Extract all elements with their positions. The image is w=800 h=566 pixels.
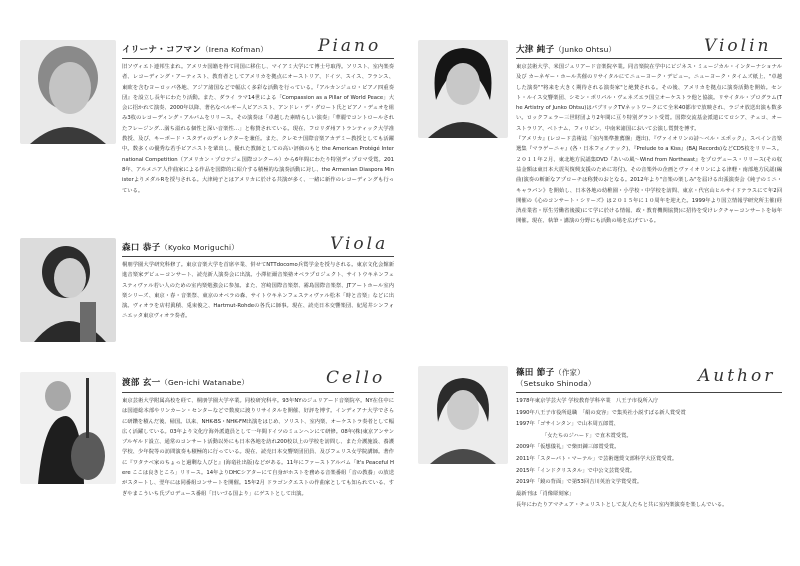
watanabe-rule [122, 392, 394, 393]
shinoda-roman: （Setsuko Shinoda） [516, 379, 596, 388]
moriguchi-name-ja: 森口 恭子 [122, 243, 161, 253]
kofman-rule [122, 58, 394, 59]
kofman-portrait [20, 40, 116, 144]
shinoda-work-line: 1978年東京学芸大学 学校教育学科卒業 八王子市役所入庁 [516, 398, 659, 404]
moriguchi-rule [122, 256, 394, 257]
ohtsu-bio-paragraph-2: 『アメリカ』(レコード芸術誌「室内楽準推薦盤」選出)、『ヴァイオリンの詩〜ベル・エポック』、スペイン音楽選集『マラゲーニャ』(各・日本フォノテック)、『Prelude to a Kiss』(BAJ Records)などCD5枚をリリース。２０１１年２月、東北地方民謡集DVD『あいの風〜Wind from Northeast』をプロデュース・リリース(その収益金額は東日本大震災復興支援のために寄付)。その音楽外の企画とヴァイオリンによる津軽・南部地方民謡(編曲)演奏の斬新なアプローチは称賛のおとなる。2012年より"音楽の楽しみ"を届ける出張演奏会《純子のミニ・キャラバン》を開始し、日本各地の幼稚園・小学校・中学校を訪問、東京・代官山ヒルサイドテラスにて年2回開催の《心のコンサート・シリーズ》は２０１５年に１０周年を迎えた。1999年より国立情報学研究所主催(経済産業省・厚生労働省後援)にて学に於ける情報、政・教育機関協賛)に招待を受けレクチャーコンサートを毎年開催。現在、執筆・講演の分野にも活動の場を広げている。 [516, 136, 782, 225]
ohtsu-name [516, 43, 616, 55]
shinoda-role: （作家） [554, 368, 585, 377]
kofman-instrument: Piano [318, 36, 382, 56]
ohtsu-bio [516, 62, 782, 312]
moriguchi-bio: 桐朋学園大学研究科修了。東京音楽大学を首席卒業、併せてNTTdocomo兵賞学金を授与される。東京文化会館新進音楽家デビューコンサート、読売新人演奏会に出演。小澤征爾音楽塾オペラプロジェクト、サイトウキネンフェスティヴァル若い人のための室内楽勉強会に参加。また、宮崎国際音楽祭、霧島国際音楽祭、JTアートホール室内楽シリーズ、東京・春・音楽祭、東京のオペラの森、サイトウキネンフェスティヴァル松本「時と音楽」などに出演。ヴィオラを店村眞積、兎束俊之、Hartmut-Rohdeの各氏に師事。現在、読売日本交響楽団、紀尾井シンフォニエッタ東京ヴィオラ奏者。 [122, 262, 394, 320]
shinoda-instrument: Author [698, 366, 776, 386]
shinoda-work-line: 最新刊は「肖像彫刻家」 [516, 490, 575, 497]
ohtsu-portrait [418, 40, 508, 138]
moriguchi-instrument: Viola [330, 234, 389, 254]
shinoda-work-line: 2019年「鏡の背面」で第53回吉川英治文学賞受賞。 [516, 479, 643, 486]
kofman-name-roman: （Irena Kofman） [201, 45, 268, 54]
watanabe-name [122, 376, 249, 388]
shinoda-name-roman [516, 378, 596, 389]
shinoda-name-ja: 篠田 節子 [516, 368, 555, 378]
watanabe-portrait [20, 372, 116, 484]
shinoda-work-line: 1990年八王子市役所退職 「絹の変容」で集英社小説すばる新人賞受賞 [516, 409, 686, 416]
ohtsu-instrument: Violin [704, 36, 772, 56]
moriguchi-portrait [20, 238, 116, 342]
ohtsu-bio-paragraph-1: 東京芸術大学、米国ジュリアード音楽院卒業。同音楽院在学中にビジネス・ミュージカル・インターナショナル 及び カーネギー・ホール共催のリサイタルにてニューヨーク・デビュー。ニューヨーク・タイムズ紙上、"卓越した演奏""将来を大きく期待される演奏家"と絶賛される。その後、アメリカを拠点に演奏活動を開始。セント・ルイス交響楽団、シモン・ボリバル・ヴェネズエラ国立オーケストラ他と協演。リサイタル・プログラム(The Artistry of Junko Ohtsu)はパブリックTVネットワークにて全米40都市で放映され、ラジオ放送出演も数多い。ロックフェラー三世財団より2年間に亘り特別グラント受賞。国際交流基金派遣にてロシア、チェコ、オーストラリア、ベトナム、フィリピン、中南米諸国において公演し賞賛を博す。 [516, 64, 782, 132]
shinoda-name [516, 366, 585, 378]
moriguchi-name-roman: （Kyoko Moriguchi） [160, 243, 239, 252]
kofman-name-ja: イリーナ・コフマン [122, 45, 202, 55]
shinoda-work-line: 1997年「ゴサインタン」で山本周五郎賞、 [516, 421, 619, 428]
kofman-name [122, 43, 268, 55]
ohtsu-name-roman: （Junko Ohtsu） [554, 45, 617, 54]
ohtsu-name-ja: 大津 純子 [516, 45, 555, 55]
watanabe-bio: 東京芸術大学附属高校を経て、桐朋学園大学卒業。同校研究科卒。93年NYのジュリアード音楽院卒。NY在住中には国連総本部やリンカーン・センターなどで数度に渡りリサイタルを開催、好評を博す。インディアナ大学でさらに研鑽を積んだ後、帰国。以来、NHK-BS・NHK-FM出演をはじめ、ソリスト、室内楽、オーケストラ奏者として幅広く活躍している。03年より文化庁海外派遣員として一年間ドイツのミュンヘンにて研修。08年(株)東京アンサンブルギルド設立、通常のコンサート活動以外にも日本各地を訪れ200校以上の学校を訪問し、また介護施設、養護学校、少年院等の訪問演奏も積極的に行っている。現在、読売日本交響楽団団員、及びフェリス女学院講師。著作に『ワタナベ家のちょっと過剰な人びと』(海竜社出版)などがある。11年にファーストアルバム「It's Peaceful Here ここは良きところ」リリース。14年よりDHCシアターにて自身がホストを務める音楽番組「音の教養」の放送がスタートし、翌年には同番組コンサートを開催。15年2月 ドラゴンクエストの作曲家としても知られている、すぎやまこういち氏プロデュース番組「日いづる国より」にゲストとして出演。 [122, 398, 394, 497]
shinoda-work-line: 「女たちのジハード」で直木賞受賞。 [542, 432, 632, 439]
shinoda-rule [516, 392, 782, 393]
watanabe-name-roman: （Gen-ichi Watanabe） [160, 378, 250, 387]
shinoda-portrait [418, 366, 508, 464]
shinoda-work-line: 長年にわたりアマチュア・チェリストとして友人たちと共に室内楽演奏を楽しんでいる。 [516, 502, 728, 509]
moriguchi-name [122, 241, 239, 253]
shinoda-work-line: 2015年「インドクリスタル」で中公文芸賞受賞。 [516, 467, 636, 474]
shinoda-work-line: 2011年「スターバト・マーテル」で芸術選奨文部科学大臣賞受賞。 [516, 455, 678, 462]
kofman-bio: 旧ソヴィエト連邦生まれ。アメリカ国籍を得て同国に移住し、マイアミ大学にて博士号取得。ソリスト、室内楽奏者、レコーディング・アーティスト、教育者としてアメリカを拠点にオーストリア、ドイツ、スイス、フランス、東欧を含むヨーロッパ各地、アジア諸国などで幅広く多彩な活動を行っている。『アルカンジュロ・ピアノ四重奏団』を設立し長年にわたり活動。また、ダライ ラマ14世による「Compassion as a Pillar of World Peace」大会に招かれて演奏、2000年以降、著名なベルギー人ピアニスト、アンドレ・デ・グロート氏とピアノ・デュオを組み3枚のレコーディング・アルバムをリリース。その演奏は「卓越した素晴らしい演奏」「華麗でコントロールされたフレージング…満ち溢れる個性と深い音楽性…」と称賛されている。現在、フロリダ州アトランティック大学准教授、及び、キーボード・スタディのディレクターを兼任。また、クレモナ国際音楽アカデミー教授としても活躍 中。数多くの優秀な若手ピアニストを輩出し、優れた教師としての高い評価のもと the American Protégé International Competition（アメリカン・プロテジェ国際コンクール）から6年間にわたり特別ディプロマ受賞。2018年、アルメニア人作曲家による作品を国際的に紹介する積極的な演奏活動に対し、the Armenian Diaspora MinisterよりメダルRを授与される。大津純子とはアメリカに於ける共演が多く、一緒に新作のレコーディングも行っている。 [122, 64, 394, 194]
shinoda-work-line: 2009年「仮想儀礼」で柴田錬三郎賞受賞。 [516, 444, 620, 451]
watanabe-instrument: Cello [326, 368, 386, 388]
watanabe-name-ja: 渡部 玄一 [122, 378, 161, 388]
shinoda-works [516, 396, 782, 512]
ohtsu-rule [516, 58, 782, 59]
